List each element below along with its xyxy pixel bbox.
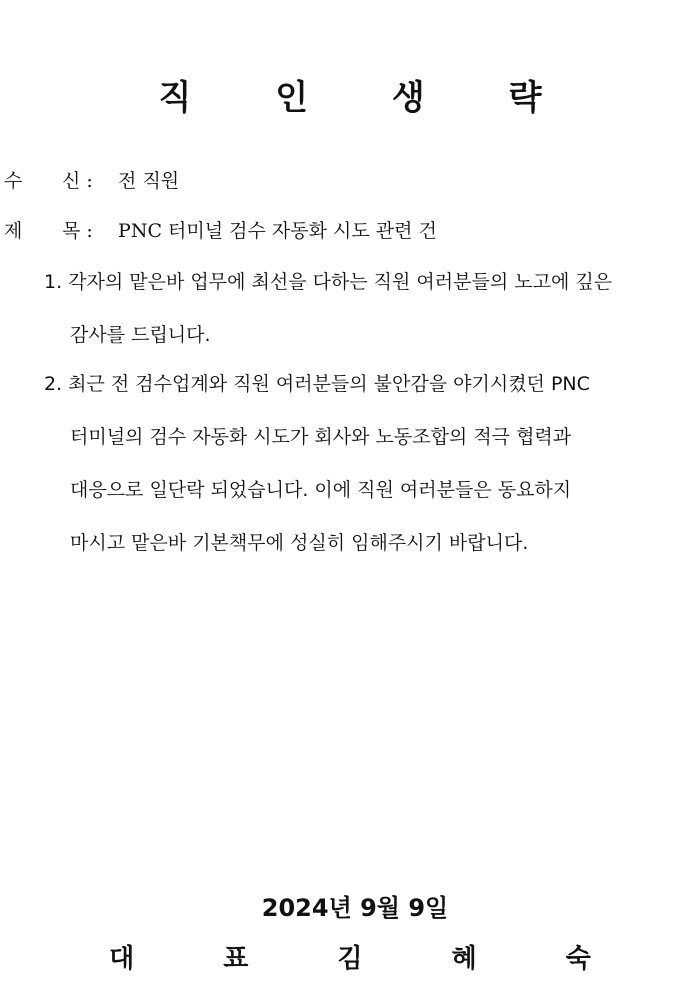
subject-line (4, 216, 437, 243)
document-title: 직 인 생 략 (158, 78, 578, 118)
paragraph-1 (44, 256, 694, 362)
paragraph-2 (44, 358, 694, 570)
subject-label: 제 목 : (4, 220, 93, 242)
document-date: 2024년 9월 9일 (261, 894, 449, 922)
paragraph-1-line: 감사를 드립니다. (70, 324, 211, 346)
recipient-label: 수 신 : (4, 170, 93, 192)
recipient-line (4, 166, 179, 193)
signature-line: 대 표 김 혜 숙 (109, 944, 631, 974)
subject-value: PNC 터미널 검수 자동화 시도 관련 건 (118, 220, 437, 242)
paragraph-2-line: 마시고 맡은바 기본책무에 성실히 임해주시기 바랍니다. (70, 532, 529, 554)
paragraph-1-line: 1. 각자의 맡은바 업무에 최선을 다하는 직원 여러분들의 노고에 깊은 (44, 271, 613, 293)
paragraph-2-line: 대응으로 일단락 되었습니다. 이에 직원 여러분들은 동요하지 (70, 479, 572, 501)
paragraph-2-line: 2. 최근 전 검수업계와 직원 여러분들의 불안감을 야기시켰던 PNC (44, 373, 590, 395)
recipient-value: 전 직원 (118, 170, 180, 192)
paragraph-2-line: 터미널의 검수 자동화 시도가 회사와 노동조합의 적극 협력과 (70, 426, 572, 448)
